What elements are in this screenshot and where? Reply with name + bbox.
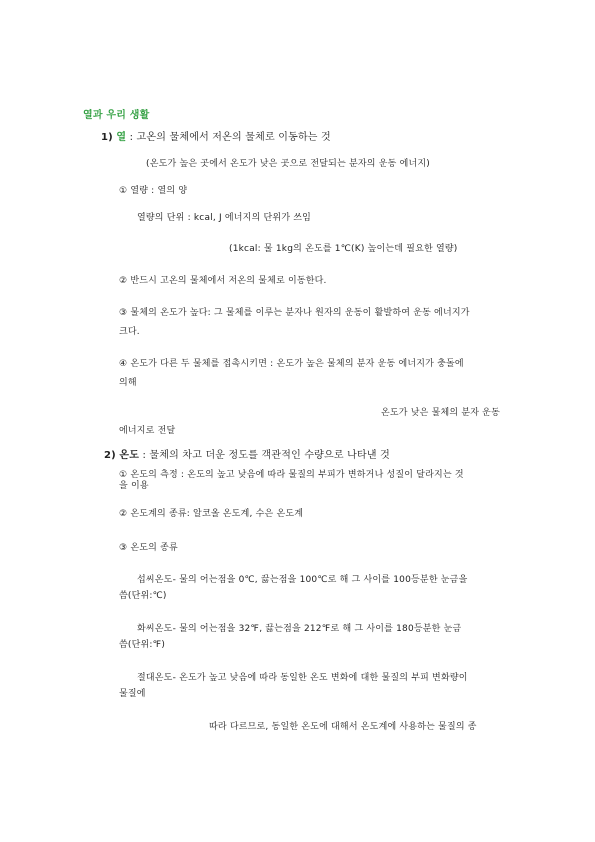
section-1-heading: [101, 128, 331, 143]
section-2-term: 온도: [119, 450, 140, 461]
section-1-term: 열: [116, 132, 127, 143]
section-2-item-3: ③ 온도의 종류: [119, 543, 178, 553]
celsius-line-2: 씀(단위:℃): [119, 591, 167, 601]
section-1-item-1-note: (1kcal: 물 1kg의 온도를 1℃(K) 높이는데 필요한 열량): [229, 244, 458, 254]
section-2-item-1-line-1: ① 온도의 측정 : 온도의 높고 낮음에 따라 물질의 부피가 변하거나 성질이 달라지는 것: [119, 470, 464, 480]
celsius-line-1: 섭씨온도- 물의 어는점을 0℃, 끓는점을 100℃로 해 그 사이를 100등분한 눈금을: [137, 575, 468, 585]
section-1-item-1: ① 열량 : 열의 양: [119, 186, 188, 196]
section-2-definition: : 물체의 차고 더운 정도를 객관적인 수량으로 나타낸 것: [139, 450, 390, 461]
section-1-item-4-line-1: ④ 온도가 다른 두 물체를 접촉시키면 : 온도가 높은 물체의 분자 운동 에너지가 충돌에: [119, 359, 464, 369]
fahrenheit-line-1: 화씨온도- 물의 어는점을 32℉, 끓는점을 212℉로 해 그 사이를 180등분한 눈금: [137, 624, 462, 634]
absolute-temp-line-2: 물질에: [119, 689, 146, 699]
section-1-item-1-sub: 열량의 단위 : kcal, J 에너지의 단위가 쓰임: [137, 213, 312, 223]
section-1-item-4-line-2: 의해: [119, 378, 137, 388]
section-1-item-2: ② 반드시 고온의 물체에서 저온의 물체로 이동한다.: [119, 276, 327, 286]
section-1-note: (온도가 높은 곳에서 온도가 낮은 곳으로 전달되는 분자의 운동 에너지): [146, 159, 431, 169]
section-2-heading: [104, 446, 390, 461]
section-1-number: 1): [101, 132, 113, 143]
section-1-item-4-line-3: 온도가 낮은 물체의 분자 운동: [381, 408, 500, 418]
absolute-temp-line-1: 절대온도- 온도가 높고 낮음에 따라 동일한 온도 변화에 대한 물질의 부피 변화량이: [137, 673, 468, 683]
fahrenheit-line-2: 씀(단위:℉): [119, 640, 166, 650]
section-title: 열과 우리 생활: [83, 110, 150, 121]
section-1-item-4-line-4: 에너지로 전달: [119, 426, 176, 436]
section-2-item-1-line-2: 을 이용: [119, 481, 149, 491]
absolute-temp-line-3: 따라 다르므로, 동일한 온도에 대해서 온도계에 사용하는 물질의 종: [209, 722, 477, 732]
section-1-item-3-line-1: ③ 물체의 온도가 높다: 그 물체를 이루는 분자나 원자의 운동이 활발하여 운동 에너지가: [119, 308, 470, 318]
section-1-definition: : 고온의 물체에서 저온의 물체로 이동하는 것: [126, 132, 331, 143]
section-2-number: 2): [104, 450, 116, 461]
section-2-item-2: ② 온도계의 종류: 알코올 온도계, 수은 온도계: [119, 509, 304, 519]
section-1-item-3-line-2: 크다.: [119, 327, 140, 337]
